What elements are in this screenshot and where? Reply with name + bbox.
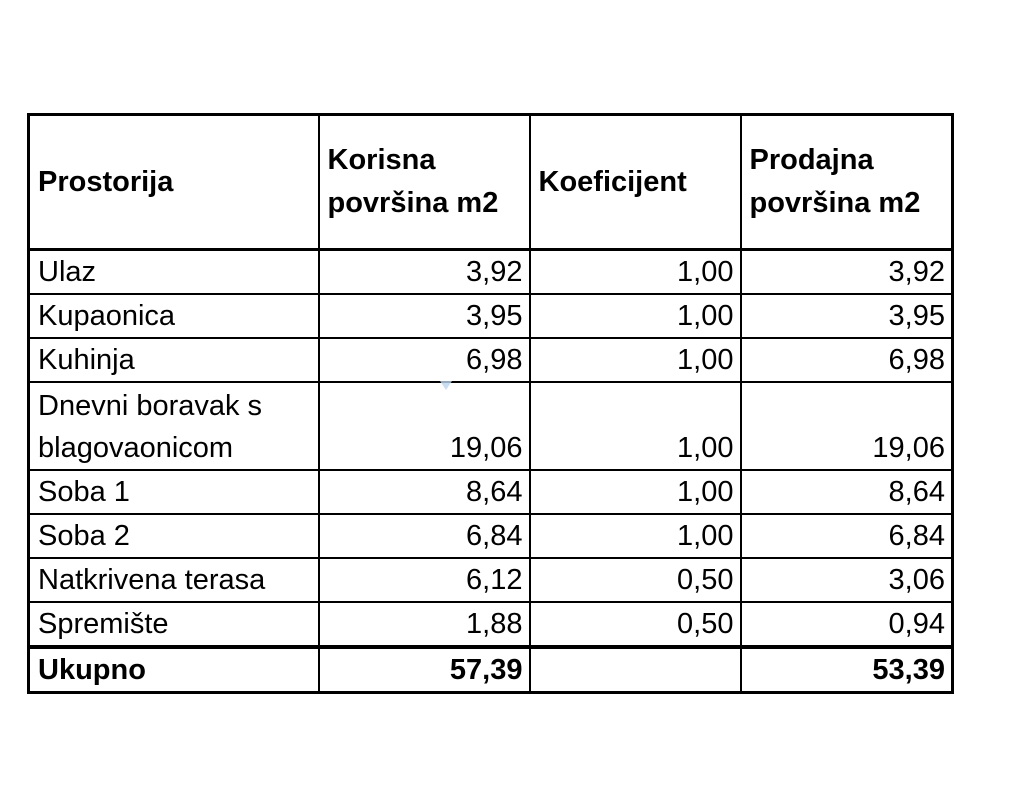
header-coefficient: Koeficijent: [530, 115, 741, 250]
coefficient: 0,50: [530, 602, 741, 647]
table-body: [29, 250, 953, 648]
usable-area: 6,12: [319, 558, 530, 602]
table-row: [29, 338, 953, 382]
sale-area: 8,64: [741, 470, 953, 514]
coefficient: 1,00: [530, 470, 741, 514]
table-footer: [29, 647, 953, 693]
total-label: Ukupno: [29, 647, 319, 693]
usable-area: 3,95: [319, 294, 530, 338]
table-row: [29, 470, 953, 514]
coefficient: 1,00: [530, 514, 741, 558]
table-row: [29, 250, 953, 295]
room-name: Dnevni boravak s blagovaonicom: [29, 382, 319, 470]
room-name: Ulaz: [29, 250, 319, 295]
header-sale-area: Prodajna površina m2: [741, 115, 953, 250]
table-header: [29, 115, 953, 250]
usable-area: 6,84: [319, 514, 530, 558]
usable-area: 3,92: [319, 250, 530, 295]
room-name: Soba 1: [29, 470, 319, 514]
header-room: Prostorija: [29, 115, 319, 250]
table-row: [29, 382, 953, 470]
coefficient: 1,00: [530, 294, 741, 338]
sale-area: 19,06: [741, 382, 953, 470]
coefficient: 1,00: [530, 338, 741, 382]
total-sale-area: 53,39: [741, 647, 953, 693]
room-name: Soba 2: [29, 514, 319, 558]
usable-area: 19,06: [319, 382, 530, 470]
table-row: [29, 602, 953, 647]
watermark-mark-icon: [440, 381, 452, 390]
coefficient: 1,00: [530, 250, 741, 295]
room-name: Kupaonica: [29, 294, 319, 338]
total-row: [29, 647, 953, 693]
table-row: [29, 514, 953, 558]
sale-area: 3,92: [741, 250, 953, 295]
usable-area: 8,64: [319, 470, 530, 514]
usable-area: 1,88: [319, 602, 530, 647]
table-row: [29, 558, 953, 602]
room-name: Kuhinja: [29, 338, 319, 382]
total-coefficient: [530, 647, 741, 693]
header-row: [29, 115, 953, 250]
room-name: Natkrivena terasa: [29, 558, 319, 602]
coefficient: 0,50: [530, 558, 741, 602]
coefficient: 1,00: [530, 382, 741, 470]
usable-area: 6,98: [319, 338, 530, 382]
room-name: Spremište: [29, 602, 319, 647]
sale-area: 3,95: [741, 294, 953, 338]
total-usable-area: 57,39: [319, 647, 530, 693]
header-usable-area: Korisna površina m2: [319, 115, 530, 250]
sale-area: 6,84: [741, 514, 953, 558]
table-row: [29, 294, 953, 338]
room-area-table: [27, 113, 954, 694]
sale-area: 6,98: [741, 338, 953, 382]
sale-area: 0,94: [741, 602, 953, 647]
sale-area: 3,06: [741, 558, 953, 602]
